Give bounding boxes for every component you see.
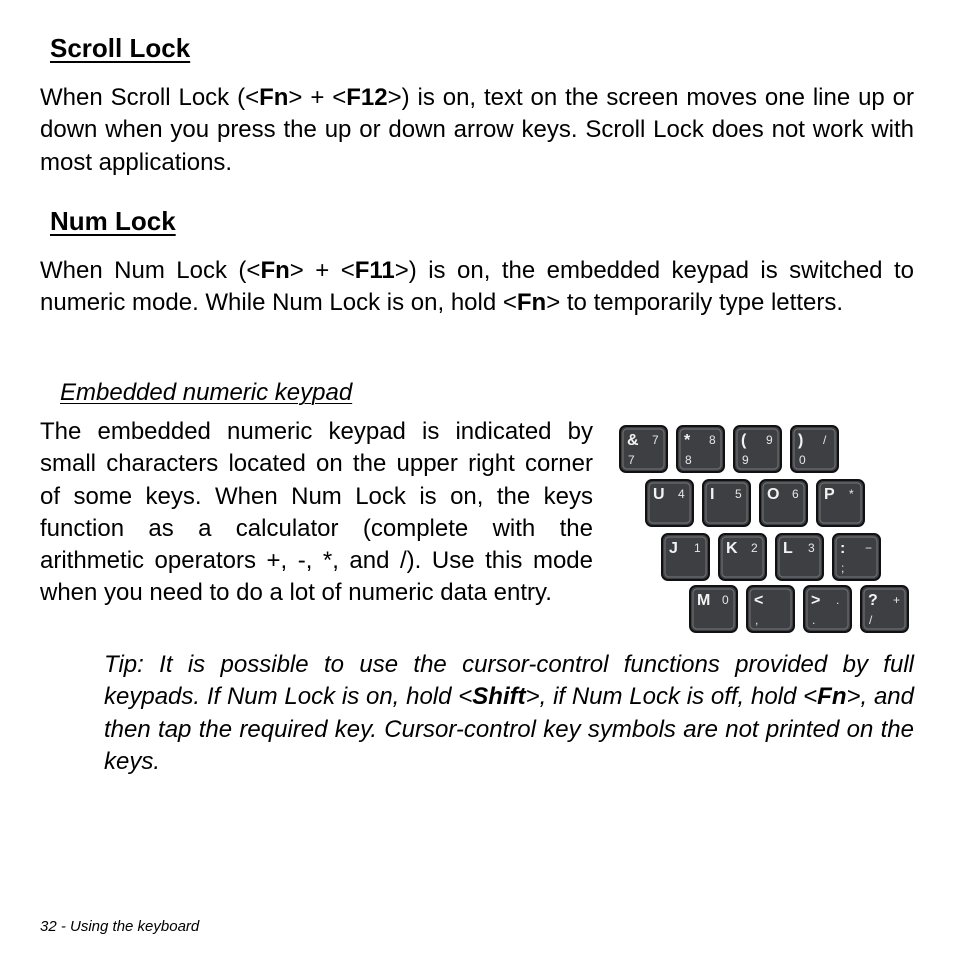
key-sub-label: / xyxy=(869,613,873,627)
key-main-label: : xyxy=(840,540,846,557)
keyboard-key xyxy=(703,480,750,526)
key-numpad-label: 7 xyxy=(652,433,659,447)
keyboard-key xyxy=(690,586,737,632)
key-main-label: K xyxy=(726,540,738,557)
heading-embedded-keypad: Embedded numeric keypad xyxy=(60,379,353,406)
keyboard-key xyxy=(719,534,766,580)
key-numpad-label: 0 xyxy=(722,593,729,607)
key-numpad-label: . xyxy=(836,593,840,607)
keyboard-key xyxy=(817,480,864,526)
key-sub-label: ; xyxy=(841,561,845,575)
key-numpad-label: 9 xyxy=(766,433,773,447)
heading-num-lock: Num Lock xyxy=(50,206,176,236)
key-numpad-label: + xyxy=(893,593,901,607)
key-sub-label: 0 xyxy=(799,453,806,467)
keyboard-key xyxy=(620,426,667,472)
key-main-label: O xyxy=(767,486,780,503)
page-footer: 32 - Using the keyboard xyxy=(40,918,200,935)
keyboard-key xyxy=(804,586,851,632)
key-numpad-label: 6 xyxy=(792,487,799,501)
key-main-label: < xyxy=(754,592,764,609)
keyboard-key xyxy=(776,534,823,580)
key-main-label: ) xyxy=(798,432,804,449)
key-numpad-label: * xyxy=(849,487,854,501)
paragraph-scroll-lock: When Scroll Lock (<Fn> + <F12>) is on, text on the screen moves one line up or down when you press the up or down arrow keys. Scroll Lock does not work with most applications. xyxy=(40,84,915,176)
key-sub-label: 9 xyxy=(742,453,749,467)
key-main-label: ( xyxy=(741,432,747,449)
key-numpad-label: 1 xyxy=(694,541,701,555)
key-numpad-label: 3 xyxy=(808,541,815,555)
key-main-label: L xyxy=(783,540,793,557)
key-numpad-label: 5 xyxy=(735,487,742,501)
keyboard-key xyxy=(791,426,838,472)
key-main-label: * xyxy=(684,432,691,449)
key-numpad-label: − xyxy=(865,541,873,555)
key-sub-label: . xyxy=(812,613,816,627)
paragraph-num-lock: When Num Lock (<Fn> + <F11>) is on, the embedded keypad is switched to numeric mode. While Num Lock is on, hold <Fn> to temporarily type letters. xyxy=(40,257,915,317)
key-numpad-label: / xyxy=(823,433,827,447)
paragraph-embedded-keypad: The embedded numeric keypad is indicated by small characters located on the upper right corner of some keys. When Num Lock is on, the keys function as a calculator (complete with the arithmetic operators +, -, *, and /). Use this mode when you need to do a lot of numeric data entry. xyxy=(40,418,593,607)
key-main-label: I xyxy=(710,486,715,503)
key-main-label: > xyxy=(811,592,821,609)
tip-paragraph: Tip: It is possible to use the cursor-control functions provided by full keypads. If Num Lock is on, hold <Shift>, if Num Lock is off, hold <Fn>, and then tap the required key. Cursor-control key symbols are not printed on the keys. xyxy=(104,651,914,775)
heading-scroll-lock: Scroll Lock xyxy=(50,33,191,63)
key-numpad-label: 4 xyxy=(678,487,685,501)
keyboard-key xyxy=(734,426,781,472)
keyboard-key xyxy=(861,586,908,632)
key-sub-label: 8 xyxy=(685,453,692,467)
key-main-label: P xyxy=(824,486,835,503)
keyboard-image xyxy=(614,420,914,640)
keyboard-key xyxy=(747,586,794,632)
keyboard-key xyxy=(677,426,724,472)
key-main-label: M xyxy=(697,592,711,609)
key-sub-label: , xyxy=(755,613,759,627)
key-main-label: ? xyxy=(868,592,878,609)
key-sub-label: 7 xyxy=(628,453,635,467)
key-numpad-label: 8 xyxy=(709,433,716,447)
key-main-label: U xyxy=(653,486,665,503)
keyboard-key xyxy=(646,480,693,526)
keyboard-key xyxy=(662,534,709,580)
keyboard-key xyxy=(833,534,880,580)
key-main-label: J xyxy=(669,540,678,557)
key-main-label: & xyxy=(627,432,639,449)
keyboard-key xyxy=(760,480,807,526)
key-numpad-label: 2 xyxy=(751,541,758,555)
